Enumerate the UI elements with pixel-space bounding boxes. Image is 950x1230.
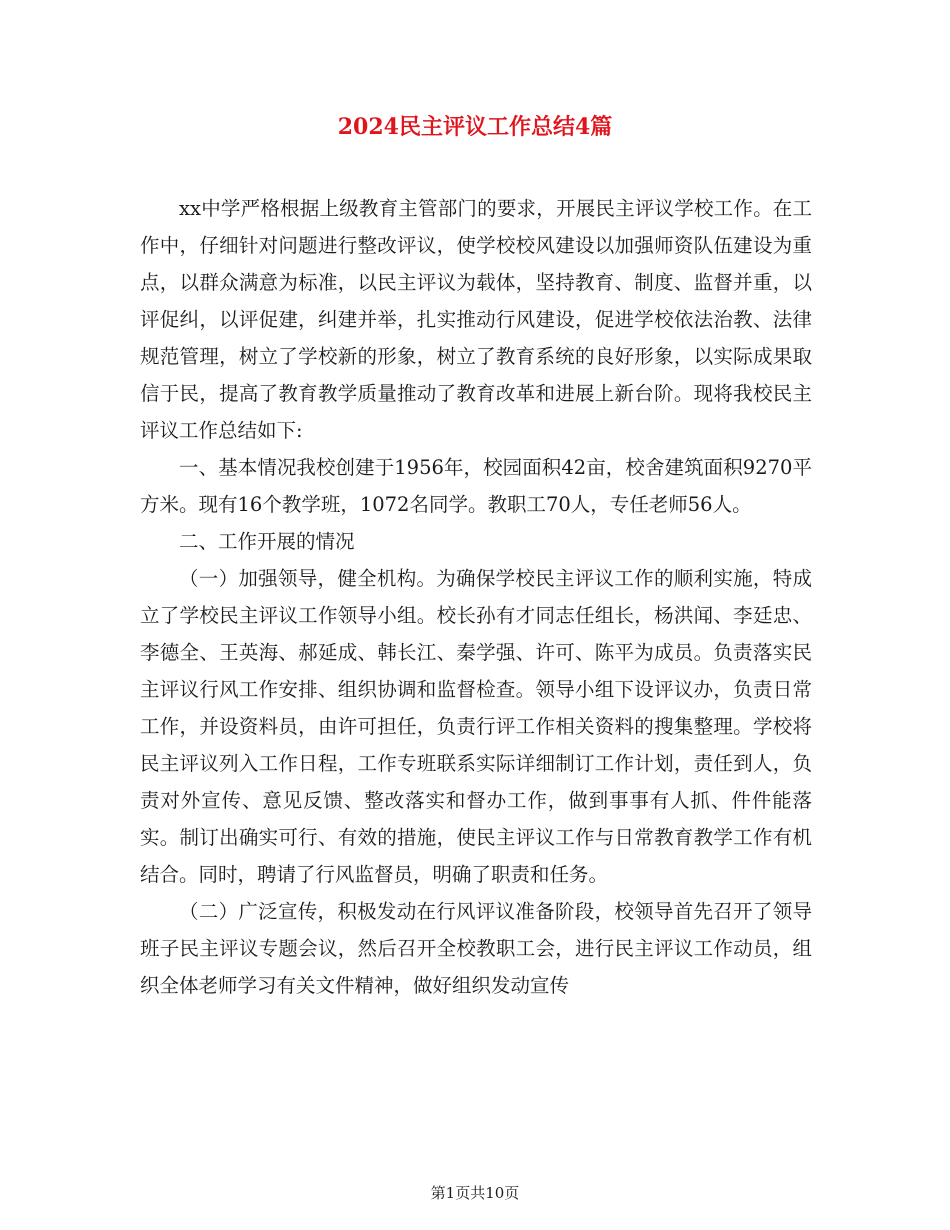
paragraph-section-heading: 二、工作开展的情况 — [179, 530, 355, 553]
paragraph-intro: xx中学严格根据上级教育主管部门的要求，开展民主评议学校工作。在工作中，仔细针对问题进行整改评议，使学校校风建设以加强师资队伍建设为重点，以群众满意为标准，以民主评议为载体，坚持教育、制度、监督并重，以评促纠，以评促建，纠建并举，扎实推动行风建设，促进学校依法治教、法律规范管理，树立了学校新的形象，树立了教育系统的良好形象，以实际成果取信于民，提高了教育教学质量推动了教育改革和进展上新台阶。现将我校民主评议工作总结如下: — [140, 197, 812, 442]
paragraph-leadership: （一）加强领导，健全机构。为确保学校民主评议工作的顺利实施，特成立了学校民主评议工作领导小组。校长孙有才同志任组长，杨洪闻、李廷忠、李德全、王英海、郝延成、韩长江、秦学强、许可、陈平为成员。负责落实民主评议行风工作安排、组织协调和监督检查。领导小组下设评议办，负责日常工作，并设资料员，由许可担任，负责行评工作相关资料的搜集整理。学校将民主评议列入工作日程，工作专班联系实际详细制订工作计划，责任到人，负责对外宣传、意见反馈、整改落实和督办工作，做到事事有人抓、件件能落实。制订出确实可行、有效的措施，使民主评议工作与日常教育教学工作有机结合。同时，聘请了行风监督员，明确了职责和任务。 — [140, 567, 812, 886]
document-title: 2024民主评议工作总结4篇 — [337, 114, 613, 140]
paragraph-publicity: （二）广泛宣传，积极发动在行风评议准备阶段，校领导首先召开了领导班子民主评议专题会议，然后召开全校教职工会，进行民主评议工作动员，组织全体老师学习有关文件精神，做好组织发动宣传 — [140, 900, 812, 997]
document-body — [140, 190, 812, 1004]
page-number-footer: 第1页共10页 — [430, 1184, 520, 1202]
paragraph-basic-info: 一、基本情况我校创建于1956年，校园面积42亩，校舍建筑面积9270平方米。现有16个教学班，1072名同学。教职工70人，专任老师56人。 — [140, 456, 812, 516]
